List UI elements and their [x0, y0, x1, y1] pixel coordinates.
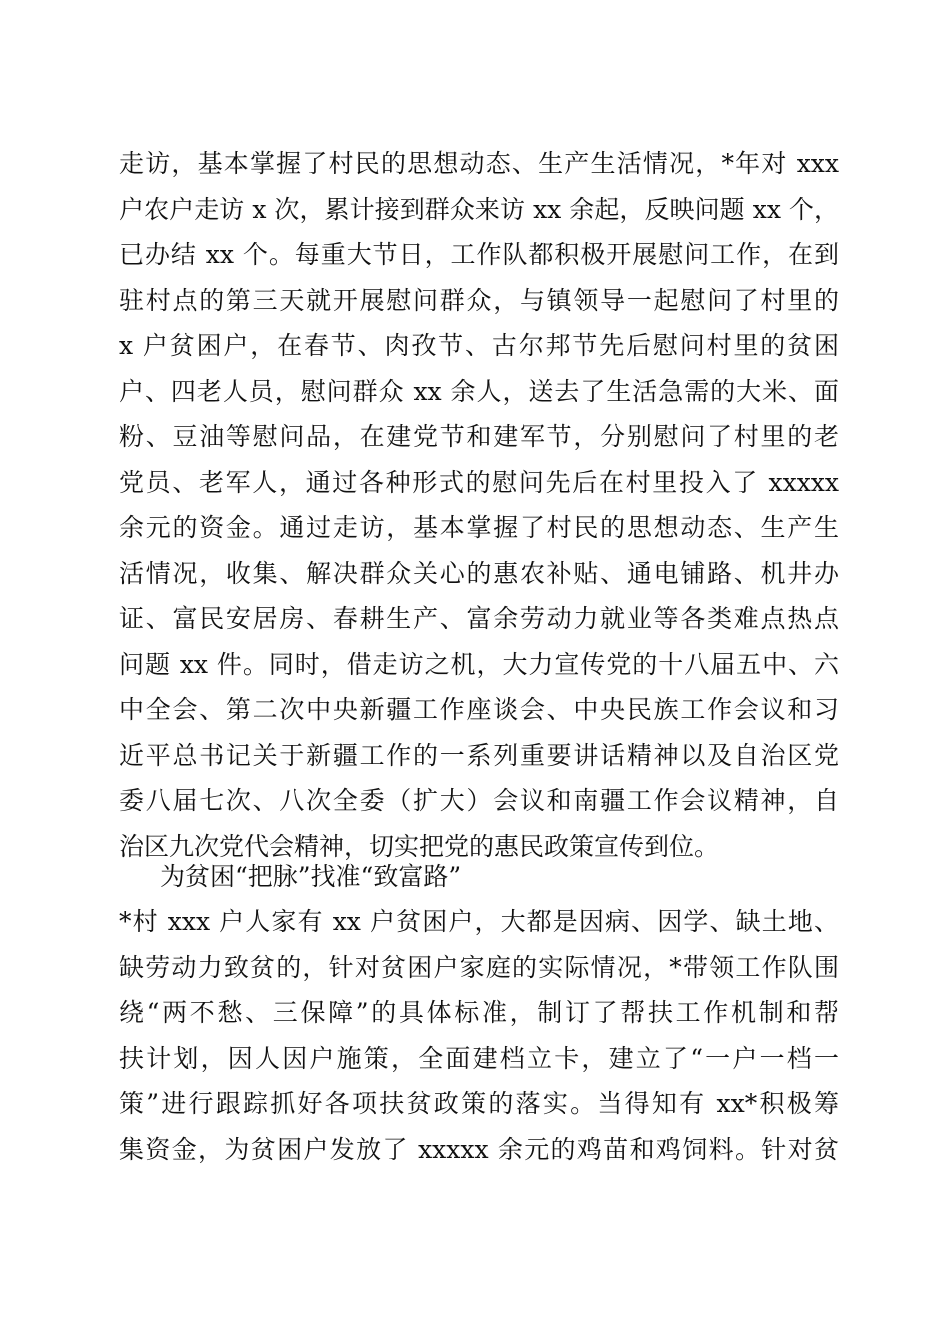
paragraph-1-line: 问题 xx 件。同时，借走访之机，大力宣传党的十八届五中、六: [119, 650, 839, 679]
paragraph-1-line: 证、富民安居房、春耕生产、富余劳动力就业等各类难点热点: [119, 604, 839, 633]
paragraph-1-line: 近平总书记关于新疆工作的一系列重要讲话精神以及自治区党: [119, 741, 839, 770]
paragraph-1-line: 委八届七次、八次全委（扩大）会议和南疆工作会议精神，自: [119, 786, 839, 815]
paragraph-1-line: 党员、老军人，通过各种形式的慰问先后在村里投入了 xxxxx: [119, 468, 839, 497]
paragraph-2-line: 扶计划，因人因户施策，全面建档立卡，建立了“一户一档一: [119, 1044, 839, 1073]
paragraph-2-line: *村 xxx 户人家有 xx 户贫困户，大都是因病、因学、缺土地、: [119, 907, 839, 936]
paragraph-1-line: 粉、豆油等慰问品，在建党节和建军节，分别慰问了村里的老: [119, 422, 839, 451]
paragraph-1-line: 驻村点的第三天就开展慰问群众，与镇领导一起慰问了村里的: [119, 286, 839, 315]
paragraph-2-line: 缺劳动力致贫的，针对贫困户家庭的实际情况，*带领工作队围: [119, 953, 839, 982]
paragraph-1-line: 中全会、第二次中央新疆工作座谈会、中央民族工作会议和习: [119, 695, 839, 724]
paragraph-1-line: 余元的资金。通过走访，基本掌握了村民的思想动态、生产生: [119, 513, 839, 542]
paragraph-1-line: 走访，基本掌握了村民的思想动态、生产生活情况，*年对 xxx: [119, 149, 839, 178]
paragraph-1-line: 已办结 xx 个。每重大节日，工作队都积极开展慰问工作，在到: [119, 240, 839, 269]
section-heading: 为贫困“把脉”找准“致富路”: [160, 862, 462, 891]
paragraph-2-line: 绕“两不愁、三保障”的具体标准，制订了帮扶工作机制和帮: [119, 998, 839, 1027]
paragraph-1-line: 户农户走访 x 次，累计接到群众来访 xx 余起，反映问题 xx 个，: [119, 195, 839, 224]
paragraph-1-line: 户、四老人员，慰问群众 xx 余人，送去了生活急需的大米、面: [119, 377, 839, 406]
paragraph-1-line: x 户贫困户，在春节、肉孜节、古尔邦节先后慰问村里的贫困: [119, 331, 839, 360]
paragraph-1-line: 治区九次党代会精神，切实把党的惠民政策宣传到位。: [119, 832, 720, 861]
paragraph-2-line: 集资金，为贫困户发放了 xxxxx 余元的鸡苗和鸡饲料。针对贫: [119, 1135, 839, 1164]
paragraph-1-line: 活情况，收集、解决群众关心的惠农补贴、通电铺路、机井办: [119, 559, 839, 588]
paragraph-2-line: 策”进行跟踪抓好各项扶贫政策的落实。当得知有 xx*积极筹: [119, 1089, 839, 1118]
